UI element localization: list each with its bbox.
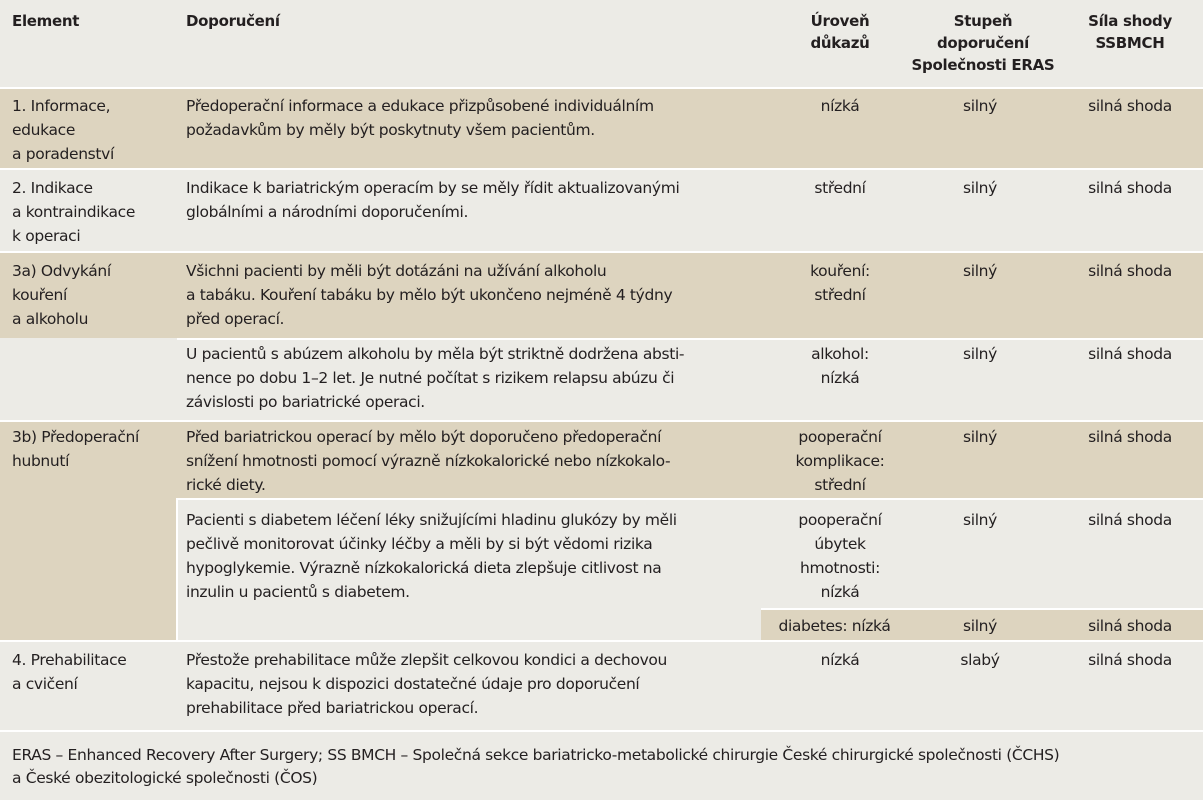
row-3b-diabetes-level-evidence: diabetes: nízká bbox=[778, 617, 891, 635]
row-3b-diabetes-level-grade: silný bbox=[963, 617, 997, 635]
header-element: Element bbox=[12, 12, 80, 30]
row-3b-diabetes-agreement: silná shoda bbox=[1088, 511, 1172, 529]
row-2-evidence: střední bbox=[814, 179, 866, 197]
row-2-recommendation: Indikace k bariatrickým operacím by se měly řídit aktualizovanými globálními a národními doporučeními. bbox=[186, 179, 680, 221]
divider bbox=[761, 608, 1203, 610]
row-3b-grade: silný bbox=[963, 428, 997, 446]
column-divider bbox=[176, 498, 178, 640]
row-1-evidence: nízká bbox=[820, 97, 860, 115]
divider bbox=[0, 420, 1203, 422]
row-band-3b-element bbox=[0, 498, 177, 640]
row-3a-alcohol-recommendation: U pacientů s abúzem alkoholu by měla být striktně dodržena absti- nence po dobu 1–2 let. Je nutné počítat s rizikem relapsu abúzu či závislosti po bariatrické operaci. bbox=[186, 345, 685, 411]
row-1-agreement: silná shoda bbox=[1088, 97, 1172, 115]
row-3a-agreement: silná shoda bbox=[1088, 262, 1172, 280]
row-3a-alcohol-agreement: silná shoda bbox=[1088, 345, 1172, 363]
row-1-recommendation: Předoperační informace a edukace přizpůsobené individuálním požadavkům by měly být poskytnuty všem pacientům. bbox=[186, 97, 654, 139]
header-agreement: Síla shody SSBMCH bbox=[1088, 12, 1172, 52]
row-3b-diabetes-evidence: pooperační úbytek hmotnosti: nízká bbox=[798, 511, 882, 601]
row-3a-alcohol-evidence: alkohol: nízká bbox=[811, 345, 869, 387]
row-3b-recommendation: Před bariatrickou operací by mělo být doporučeno předoperační snížení hmotnosti pomocí výrazně nízkokalorické nebo nízkokalo- rické diety. bbox=[186, 428, 671, 494]
divider bbox=[0, 168, 1203, 170]
row-3a-element: 3a) Odvykání kouření a alkoholu bbox=[12, 262, 111, 328]
row-4-agreement: silná shoda bbox=[1088, 651, 1172, 669]
row-4-grade: slabý bbox=[960, 651, 1000, 669]
row-3b-diabetes-level-agreement: silná shoda bbox=[1088, 617, 1172, 635]
row-2-agreement: silná shoda bbox=[1088, 179, 1172, 197]
row-3a-recommendation: Všichni pacienti by měli být dotázáni na užívání alkoholu a tabáku. Kouření tabáku by mělo být ukončeno nejméně 4 týdny před operací. bbox=[186, 262, 673, 328]
divider bbox=[177, 498, 1203, 500]
row-3b-diabetes-grade: silný bbox=[963, 511, 997, 529]
row-2-grade: silný bbox=[963, 179, 997, 197]
row-3b-element: 3b) Předoperační hubnutí bbox=[12, 428, 139, 470]
row-4-evidence: nízká bbox=[820, 651, 860, 669]
row-3a-grade: silný bbox=[963, 262, 997, 280]
divider bbox=[0, 640, 1203, 642]
row-3a-alcohol-grade: silný bbox=[963, 345, 997, 363]
header-evidence-level: Úroveň důkazů bbox=[810, 12, 870, 52]
row-4-recommendation: Přestože prehabilitace může zlepšit celkovou kondici a dechovou kapacitu, nejsou k dispozici dostatečné údaje pro doporučení prehabilitace před bariatrickou operací. bbox=[186, 651, 668, 717]
row-4-element: 4. Prehabilitace a cvičení bbox=[12, 651, 127, 693]
divider bbox=[0, 87, 1203, 89]
row-3b-diabetes-recommendation: Pacienti s diabetem léčení léky snižujícími hladinu glukózy by měli pečlivě monitorovat účinky léčby a měli by si být vědomi rizika hypoglykemie. Výrazně nízkokalorická dieta zlepšuje citlivost na inzulin u pacientů s diabetem. bbox=[186, 511, 677, 601]
row-1-element: 1. Informace, edukace a poradenství bbox=[12, 97, 114, 163]
header-eras-grade: Stupeň doporučení Společnosti ERAS bbox=[911, 12, 1055, 74]
header-recommendation: Doporučení bbox=[186, 12, 280, 30]
row-3b-evidence: pooperační komplikace: střední bbox=[795, 428, 885, 494]
table-footnote: ERAS – Enhanced Recovery After Surgery; SS BMCH – Společná sekce bariatricko-metabolické chirurgie České chirurgické společnosti (ČCHS) a České obezitologické společnosti (ČOS) bbox=[12, 746, 1060, 787]
divider bbox=[0, 730, 1203, 732]
row-1-grade: silný bbox=[963, 97, 997, 115]
divider bbox=[0, 251, 1203, 253]
row-2-element: 2. Indikace a kontraindikace k operaci bbox=[12, 179, 136, 245]
row-3a-evidence: kouření: střední bbox=[810, 262, 870, 304]
divider bbox=[177, 338, 1203, 340]
row-3b-agreement: silná shoda bbox=[1088, 428, 1172, 446]
